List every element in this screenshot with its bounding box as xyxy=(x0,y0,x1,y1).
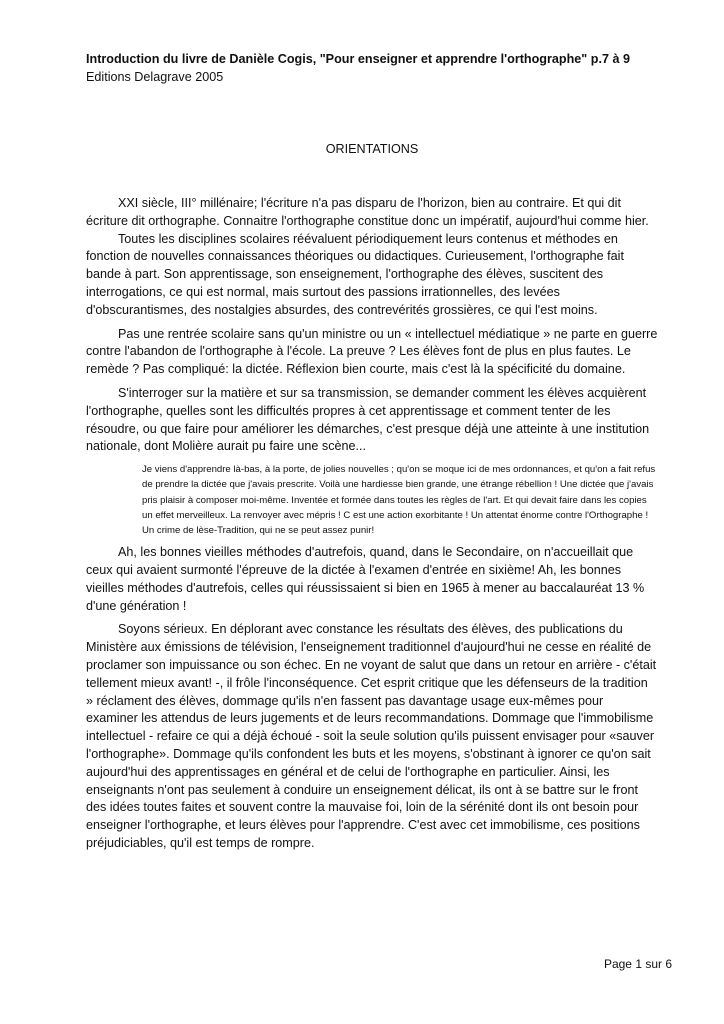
block-quote: Je viens d'apprendre là-bas, à la porte, de jolies nouvelles ; qu'on se moque ici de mes ordonnances, et qu'on a fait refus de prendre la dictée que j'avais prescrite. Voilà une hardiesse bien grande, une étrange rébellion ! Une dictée que j'avais pris plaisir à composer moi-même. Inventée et formée dans toutes les règles de l'art. Et qui devait faire dans les copies un effet merveilleux. La renvoyer avec mépris ! C est une action exorbitante ! Un attentat énorme contre l'Orthographe ! Un crime de lèse-Tradition, qui ne se peut assez punir! xyxy=(142,464,656,536)
page-number: Page 1 sur 6 xyxy=(603,957,672,971)
document-subtitle: Editions Delagrave 2005 xyxy=(86,70,224,84)
paragraph-4: S'interroger sur la matière et sur sa transmission, se demander comment les élèves acquièrent l'orthographe, quelles sont les difficultés propres à cet apprentissage et comment tenter de les résoudre, ou que faire pour améliorer les démarches, c'est presque déjà une atteinte à une institution nationale, dont Molière aurait pu faire une scène... xyxy=(86,385,650,454)
paragraph-6: Soyons sérieux. En déplorant avec constance les résultats des élèves, des publications du Ministère aux émissions de télévision, l'enseignement traditionnel d'aujourd'hui ne cesse en réalité de proclamer son impuissance ou son échec. En ne voyant de salut que dans un retour en arrière - c'était tellement mieux avant! -, il frôle l'inconséquence. Cet esprit critique que les défenseurs de la tradition » réclament des élèves, dommage qu'ils n'en fassent pas davantage usage eux-mêmes pour examiner les attendus de leurs jugements et de leurs recommandations. Dommage que l'immobilisme intellectuel - refaire ce qui a déjà échoué - soit la seule solution qu'ils puissent envisager pour «sauver l'orthographe». Dommage qu'ils confondent les buts et les moyens, s'obstinant à ignorer ce qu'on sait aujourd'hui des apprentissages en général et de celui de l'orthographe en particulier. Ainsi, les enseignants n'ont pas seulement à conduire un enseignement délicat, ils ont à se battre sur le front des idées toutes faites et souvent contre la mauvaise foi, loin de la sérénité dont ils ont besoin pour enseigner l'orthographe, et leurs élèves pour l'apprendre. C'est avec cet immobilisme, ces positions préjudiciables, qu'il est temps de rompre. xyxy=(86,622,657,850)
document-page xyxy=(86,50,658,853)
document-title: Introduction du livre de Danièle Cogis, "Pour enseigner et apprendre l'orthographe" p.7 à 9 xyxy=(86,52,630,66)
paragraph-1: XXI siècle, III° millénaire; l'écriture n'a pas disparu de l'horizon, bien au contraire. Et qui dit écriture dit orthographe. Connaitre l'orthographe constitue donc un impératif, aujourd'hui comme hier. xyxy=(86,196,649,228)
section-heading: ORIENTATIONS xyxy=(325,142,419,156)
paragraph-3: Pas une rentrée scolaire sans qu'un ministre ou un « intellectuel médiatique » ne parte en guerre contre l'abandon de l'orthographe à l'école. La preuve ? Les élèves font de plus en plus fautes. Le remède ? Pas compliqué: la dictée. Réflexion bien courte, mais c'est là la spécificité du domaine. xyxy=(86,326,658,377)
paragraph-2: Toutes les disciplines scolaires réévaluent périodiquement leurs contenus et méthodes en fonction de nouvelles connaissances théoriques ou didactiques. Curieusement, l'orthographe fait bande à part. Son apprentissage, son enseignement, l'orthographe des élèves, suscitent des interrogations, ce qui est normal, mais surtout des passions irrationnelles, des levées d'obscurantismes, des nostalgies absurdes, des contrevérités grossières, ce qui l'est moins. xyxy=(86,231,624,317)
paragraph-5: Ah, les bonnes vieilles méthodes d'autrefois, quand, dans le Secondaire, on n'accueillait que ceux qui avaient surmonté l'épreuve de la dictée à l'examen d'entrée en sixième! Ah, les bonnes vieilles méthodes d'autrefois, celles qui réussissaient si bien en 1965 à mener au baccalauréat 13 % d'une génération ! xyxy=(86,545,645,613)
document-header xyxy=(86,50,658,86)
